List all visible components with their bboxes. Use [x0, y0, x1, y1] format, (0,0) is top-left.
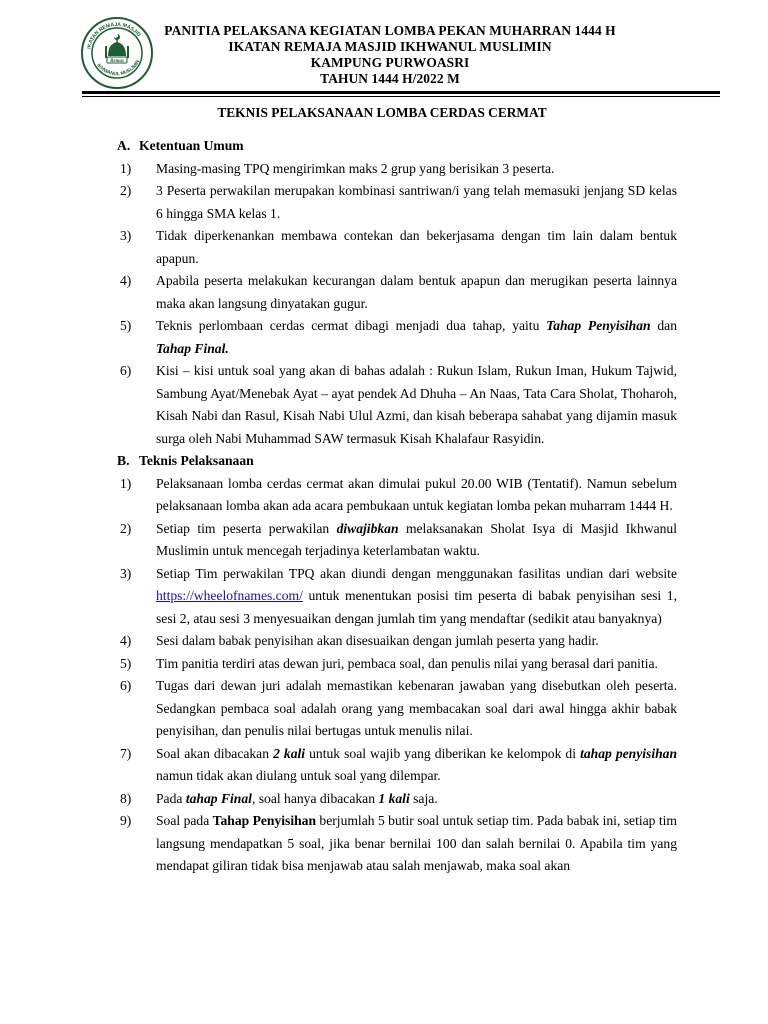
list-item — [117, 518, 677, 563]
emphasis-text: Tahap Penyisihan — [212, 813, 317, 828]
section-b-letter: B. — [117, 453, 130, 468]
svg-text:IKHWANUL MUSLIMIN: IKHWANUL MUSLIMIN — [95, 59, 142, 78]
item-number: 1) — [120, 160, 132, 176]
section-b-list — [117, 473, 677, 878]
document-body — [117, 135, 677, 878]
item-text: dan — [650, 318, 677, 333]
item-number: 1) — [120, 475, 132, 491]
emphasis-text: 1 kali — [378, 790, 410, 806]
section-a-list — [117, 158, 677, 451]
item-text: Pada — [156, 790, 186, 806]
list-item — [117, 315, 677, 360]
list-item — [117, 180, 677, 225]
section-b-title: Teknis Pelaksanaan — [139, 453, 254, 468]
item-text: Soal akan dibacakan — [156, 745, 274, 761]
wheelofnames-link[interactable]: https://wheelofnames.com/ — [156, 588, 303, 603]
list-item — [117, 225, 677, 270]
list-item — [117, 630, 677, 653]
item-text: , soal hanya dibacakan — [251, 790, 379, 806]
item-number: 4) — [120, 633, 132, 648]
list-item — [117, 270, 677, 315]
section-a-heading — [117, 135, 677, 158]
emphasis-text: diwajibkan — [336, 520, 399, 536]
letterhead-line-2: IKATAN REMAJA MASJID IKHWANUL MUSLIMIN — [228, 39, 552, 54]
item-number: 8) — [120, 790, 132, 806]
list-item — [117, 473, 677, 518]
item-text: Setiap Tim perwakilan TPQ akan diundi dengan menggunakan fasilitas undian dari website — [156, 565, 677, 581]
list-item — [117, 360, 677, 450]
emphasis-text: tahap penyisihan — [580, 745, 678, 761]
item-number: 2) — [120, 520, 132, 536]
letterhead-divider-thick — [82, 91, 720, 94]
list-item — [117, 563, 677, 631]
item-text: saja. — [409, 790, 438, 806]
emphasis-text: 2 kali — [273, 745, 306, 761]
item-text: Tim panitia terdiri atas dewan juri, pembaca soal, dan penulis nilai yang berasal dari panitia. — [156, 655, 658, 671]
item-text: berjumlah 5 butir soal untuk setiap tim. Pada babak ini, setiap tim langsung mendapatkan 5 soal, jika benar bernilai 100 dan salah bernilai 0. Apabila tim yang mendapat giliran tidak bisa menjawab atau salah menjawab, maka soal akan — [156, 813, 677, 873]
item-number: 6) — [120, 678, 132, 693]
list-item — [117, 788, 677, 811]
item-text: Teknis perlombaan cerdas cermat dibagi menjadi dua tahap, yaitu — [156, 318, 547, 333]
item-text: Soal pada — [156, 813, 213, 828]
remas-logo — [80, 16, 154, 90]
section-a-title: Ketentuan Umum — [139, 138, 244, 153]
list-item — [117, 653, 677, 676]
list-item — [117, 810, 677, 878]
section-a-letter: A. — [117, 138, 131, 153]
letterhead-divider-thin — [82, 96, 720, 97]
item-number: 7) — [120, 745, 132, 761]
item-number: 5) — [120, 655, 132, 671]
item-text: Masing-masing TPQ mengirimkan maks 2 grup yang berisikan 3 peserta. — [156, 160, 555, 176]
item-number: 3) — [120, 228, 132, 243]
logo-text: Remas — [110, 58, 124, 64]
item-text: namun tidak akan diulang untuk soal yang dilempar. — [156, 768, 441, 783]
item-text: Tidak diperkenankan membawa contekan dan bekerjasama dengan tim lain dalam bentuk apapun. — [156, 228, 677, 266]
list-item — [117, 743, 677, 788]
emphasis-text: Tahap Penyisihan — [546, 318, 651, 333]
item-text: untuk menentukan posisi tim peserta di babak penyisihan sesi 1, sesi 2, atau sesi 3 menyesuaikan dengan jumlah tim yang mendaftar (sedikit atau banyaknya) — [156, 588, 677, 626]
item-number: 9) — [120, 813, 132, 828]
item-text: Kisi – kisi untuk soal yang akan di bahas adalah : Rukun Islam, Rukun Iman, Hukum Tajwid, Sambung Ayat/Menebak Ayat – ayat pendek Ad Dhuha – An Naas, Tata Cara Sholat, Thoharoh, Kisah Nabi dan Rasul, Kisah Nabi Ulul Azmi, dan kisah beberapa sahabat yang dijamin masuk surga oleh Nabi Muhammad SAW termasuk Kisah Khalafaur Rasyidin. — [156, 363, 677, 446]
document-title: TEKNIS PELAKSANAAN LOMBA CERDAS CERMAT — [217, 105, 547, 120]
item-text: untuk soal wajib yang diberikan ke kelompok di — [305, 745, 581, 761]
item-text: Setiap tim peserta perwakilan — [156, 520, 337, 536]
list-item — [117, 675, 677, 743]
item-number: 6) — [120, 363, 132, 378]
item-number: 5) — [120, 318, 132, 333]
item-text: Apabila peserta melakukan kecurangan dalam bentuk apapun dan merugikan peserta lainnya maka akan langsung dinyatakan gugur. — [156, 273, 677, 311]
item-text: 3 Peserta perwakilan merupakan kombinasi santriwan/i yang telah memasuki jenjang SD kelas 6 hingga SMA kelas 1. — [156, 183, 677, 221]
letterhead-line-1: PANITIA PELAKSANA KEGIATAN LOMBA PEKAN MUHARRAN 1444 H — [164, 23, 616, 38]
section-b-heading — [117, 450, 677, 473]
letterhead — [150, 23, 630, 87]
emphasis-text: tahap Final — [185, 790, 252, 806]
letterhead-line-4: TAHUN 1444 H/2022 M — [320, 71, 460, 86]
item-number: 4) — [120, 273, 132, 288]
item-text: Pelaksanaan lomba cerdas cermat akan dimulai pukul 20.00 WIB (Tentatif). Namun sebelum pelaksanaan lomba akan ada acara pembukaan untuk kegiatan lomba pekan muharram 1444 H. — [156, 475, 677, 513]
svg-text:IKATAN REMAJA MASJID: IKATAN REMAJA MASJID — [86, 21, 142, 50]
item-number: 2) — [120, 183, 132, 198]
item-number: 3) — [120, 565, 132, 581]
item-text: Sesi dalam babak penyisihan akan disesuaikan dengan jumlah peserta yang hadir. — [156, 633, 599, 648]
item-text: melaksanakan Sholat Isya di Masjid Ikhwanul Muslimin untuk mencegah terjadinya keterlambatan waktu. — [156, 520, 677, 558]
list-item — [117, 158, 677, 181]
emphasis-text: Tahap Final. — [156, 340, 229, 356]
item-text: Tugas dari dewan juri adalah memastikan kebenaran jawaban yang disebutkan oleh peserta. Sedangkan pembaca soal adalah orang yang membacakan soal dari awal hingga akhir babak penyisihan, dan penulis nilai bertugas untuk menulis nilai. — [156, 678, 677, 738]
letterhead-line-3: KAMPUNG PURWOASRI — [310, 55, 470, 70]
